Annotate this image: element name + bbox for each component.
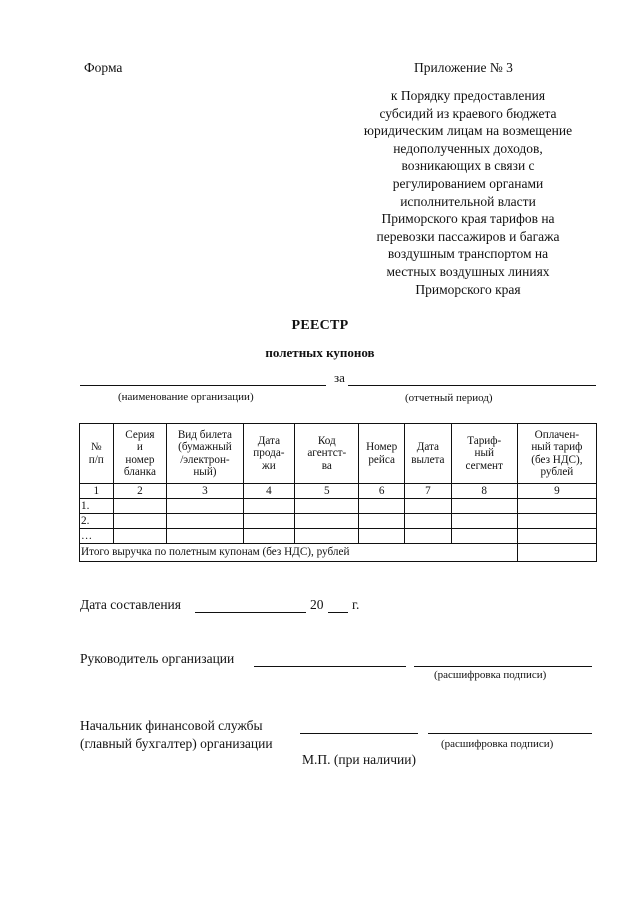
finance-decode-line[interactable]	[428, 733, 592, 734]
table-row	[80, 529, 597, 544]
column-header: Дата вылета	[405, 424, 452, 484]
table-cell[interactable]	[243, 529, 295, 544]
head-signature-line[interactable]	[254, 666, 406, 667]
column-header: № п/п	[80, 424, 114, 484]
table-cell[interactable]	[167, 529, 243, 544]
coupon-register-table	[79, 423, 597, 562]
column-header: Оплачен- ный тариф (без НДС), рублей	[517, 424, 596, 484]
appendix-line: регулированием органами	[392, 175, 544, 191]
finance-decode-caption: (расшифровка подписи)	[441, 738, 554, 750]
table-cell[interactable]	[451, 514, 517, 529]
table-cell[interactable]	[405, 514, 452, 529]
column-number: 5	[295, 484, 359, 499]
seal-mark: М.П. (при наличии)	[302, 752, 416, 767]
appendix-line: Приморского края	[415, 281, 521, 297]
appendix-text	[348, 87, 588, 298]
total-label: Итого выручка по полетным купонам (без НДС), рублей	[80, 544, 518, 562]
period-line[interactable]	[348, 385, 596, 386]
appendix-title: Приложение № 3	[414, 60, 513, 75]
date-label: Дата составления	[80, 597, 181, 612]
table-cell[interactable]	[295, 514, 359, 529]
column-number: 4	[243, 484, 295, 499]
table-cell[interactable]	[359, 529, 405, 544]
column-header: Серия и номер бланка	[113, 424, 167, 484]
date-suffix: г.	[352, 597, 360, 612]
table-cell[interactable]	[295, 499, 359, 514]
column-number: 3	[167, 484, 243, 499]
table-cell[interactable]	[517, 514, 596, 529]
column-number: 9	[517, 484, 596, 499]
column-number: 7	[405, 484, 452, 499]
column-number: 1	[80, 484, 114, 499]
org-name-line[interactable]	[80, 385, 326, 386]
period-caption: (отчетный период)	[405, 392, 493, 404]
table-cell[interactable]	[113, 529, 167, 544]
row-number: 1.	[80, 499, 114, 514]
table-cell[interactable]	[359, 514, 405, 529]
appendix-line: местных воздушных линиях	[386, 263, 550, 279]
appendix-line: субсидий из краевого бюджета	[379, 105, 557, 121]
appendix-line: к Порядку предоставления	[390, 88, 546, 103]
total-row	[80, 544, 597, 562]
finance-label-line2: (главный бухгалтер) организации	[80, 736, 273, 751]
appendix-line: перевозки пассажиров и багажа	[376, 228, 560, 244]
head-decode-line[interactable]	[414, 666, 592, 667]
table-cell[interactable]	[113, 514, 167, 529]
table-cell[interactable]	[167, 499, 243, 514]
appendix-line: воздушным транспортом на	[387, 246, 549, 262]
column-number: 6	[359, 484, 405, 499]
finance-signature-line[interactable]	[300, 733, 418, 734]
org-caption: (наименование организации)	[118, 391, 254, 403]
date-line[interactable]	[195, 612, 306, 613]
column-number-row	[80, 484, 597, 499]
year-line[interactable]	[328, 612, 348, 613]
table-cell[interactable]	[113, 499, 167, 514]
table-cell[interactable]	[295, 529, 359, 544]
row-number: …	[80, 529, 114, 544]
table-cell[interactable]	[451, 529, 517, 544]
column-header: Код агентст- ва	[295, 424, 359, 484]
head-decode-caption: (расшифровка подписи)	[434, 669, 547, 681]
table-cell[interactable]	[243, 514, 295, 529]
table-row	[80, 514, 597, 529]
row-number: 2.	[80, 514, 114, 529]
table-cell[interactable]	[517, 529, 596, 544]
appendix-line: Приморского края тарифов на	[381, 211, 555, 227]
column-header: Тариф- ный сегмент	[451, 424, 517, 484]
document-subtitle: полетных купонов	[265, 345, 375, 360]
column-number: 8	[451, 484, 517, 499]
finance-label-line1: Начальник финансовой службы	[80, 718, 263, 733]
table-cell[interactable]	[405, 499, 452, 514]
form-label: Форма	[84, 60, 123, 75]
column-header: Дата прода- жи	[243, 424, 295, 484]
table-cell[interactable]	[359, 499, 405, 514]
date-year: 20	[310, 597, 324, 612]
appendix-line: исполнительной власти	[400, 193, 536, 209]
table-cell[interactable]	[167, 514, 243, 529]
table-header-row	[80, 424, 597, 484]
table-cell[interactable]	[451, 499, 517, 514]
table-cell[interactable]	[517, 499, 596, 514]
table-cell[interactable]	[243, 499, 295, 514]
appendix-line: возникающих в связи с	[401, 158, 535, 174]
column-header: Номер рейса	[359, 424, 405, 484]
column-header: Вид билета (бумажный /электрон- ный)	[167, 424, 243, 484]
appendix-line: юридическим лицам на возмещение	[363, 123, 573, 139]
head-label: Руководитель организации	[80, 651, 235, 666]
table-row	[80, 499, 597, 514]
appendix-line: недополученных доходов,	[393, 140, 543, 156]
document-title: РЕЕСТР	[291, 318, 349, 333]
for-word: за	[334, 370, 345, 385]
total-value-cell[interactable]	[517, 544, 596, 562]
column-number: 2	[113, 484, 167, 499]
table-cell[interactable]	[405, 529, 452, 544]
